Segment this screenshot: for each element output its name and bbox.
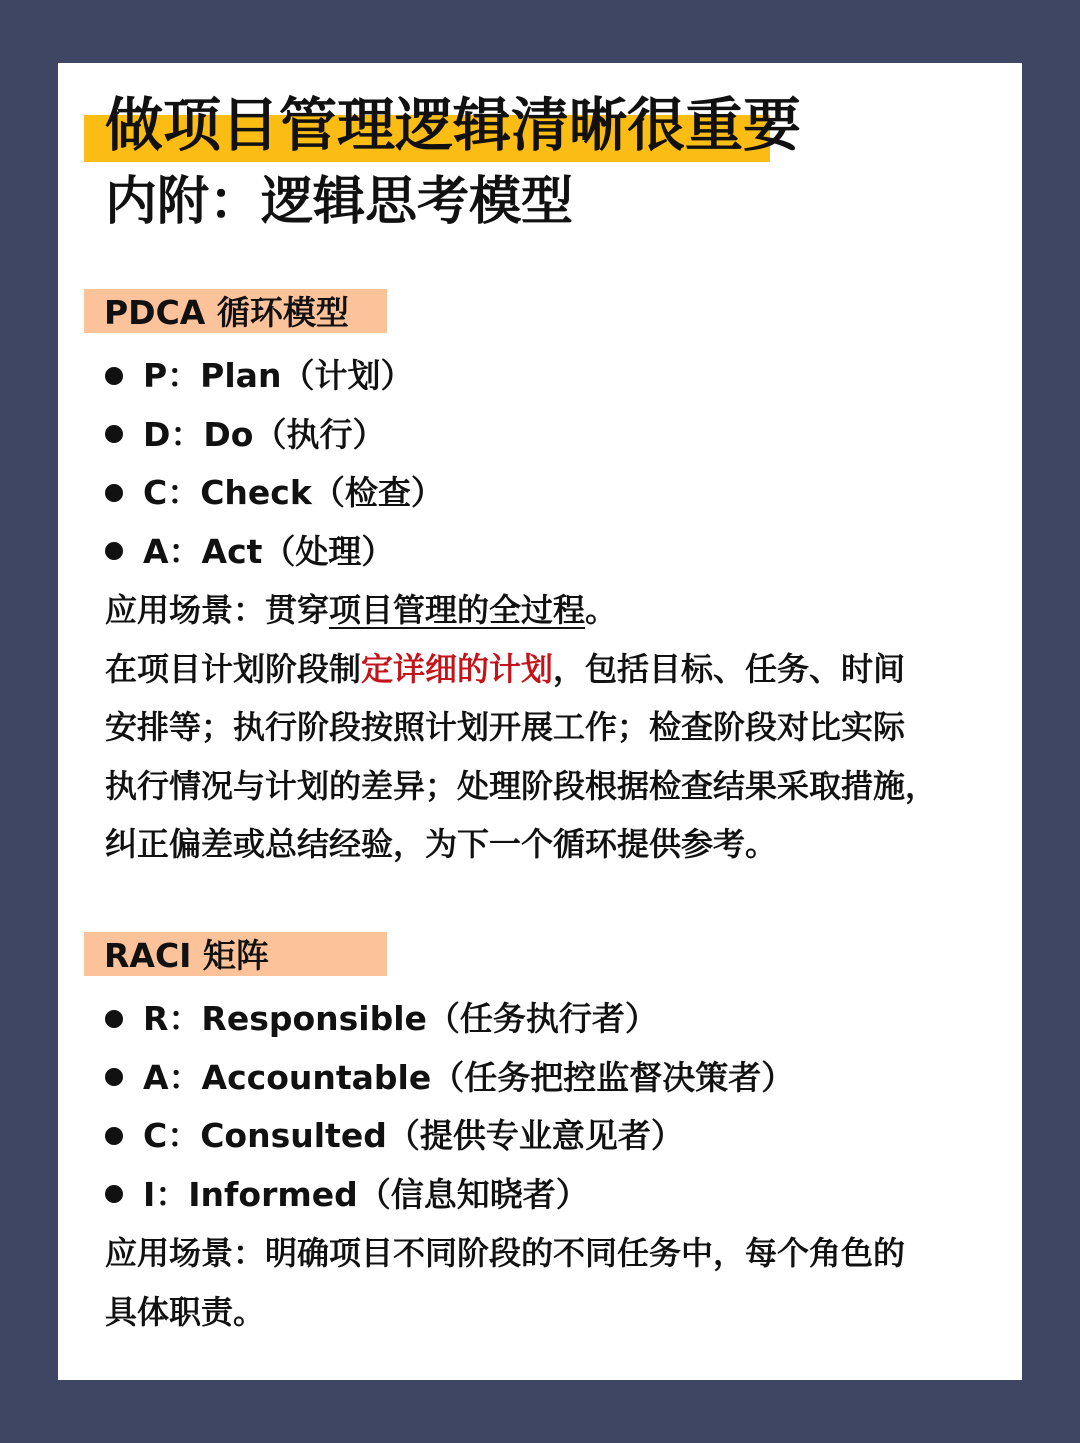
list-item-label: R：Responsible（任务执行者） (143, 999, 658, 1038)
list-item-label: A：Accountable（任务把控监督决策者） (143, 1057, 795, 1097)
list-item-label: D：Do（执行） (143, 414, 386, 454)
pdca-scene-underlined: 项目管理的全过程 (329, 591, 586, 629)
list-item (105, 523, 444, 582)
pdca-desc-line-3: 执行情况与计划的差异；处理阶段根据检查结果采取措施， (105, 766, 938, 805)
subtitle: 内附：逻辑思考模型 (105, 172, 574, 232)
pdca-scene-prefix: 应用场景：贯穿 (105, 591, 330, 629)
bullet-dot-icon (105, 1185, 123, 1203)
main-title: 做项目管理逻辑清晰很重要 (105, 91, 802, 159)
pdca-list (105, 347, 444, 581)
raci-section-header (84, 932, 387, 976)
pdca-desc-line-1 (105, 640, 1005, 699)
list-item-label: P：Plan（计划） (143, 356, 414, 395)
bullet-dot-icon (105, 367, 123, 385)
list-item (105, 1049, 794, 1108)
bullet-dot-icon (105, 1010, 123, 1028)
list-item (105, 406, 444, 465)
list-item (105, 347, 444, 406)
raci-description (105, 1224, 1005, 1341)
pdca-desc-1b: ，包括目标、任务、时间 (553, 649, 906, 688)
bullet-dot-icon (105, 1068, 123, 1086)
bullet-dot-icon (105, 484, 123, 502)
content-card (58, 63, 1022, 1380)
pdca-section-header (84, 289, 387, 333)
list-item-label: C：Consulted（提供专业意见者） (143, 1116, 684, 1155)
raci-header-label: RACI 矩阵 (104, 936, 269, 975)
list-item-label: I：Informed（信息知晓者） (143, 1174, 589, 1214)
pdca-scene-line (105, 581, 1005, 640)
raci-list (105, 990, 794, 1224)
bullet-dot-icon (105, 425, 123, 443)
raci-scene-line-2: 具体职责。 (105, 1292, 266, 1331)
pdca-desc-line-4: 纠正偏差或总结经验，为下一个循环提供参考。 (105, 825, 778, 863)
list-item (105, 1107, 794, 1166)
pdca-description (105, 581, 1005, 874)
pdca-scene-suffix: 。 (585, 591, 618, 629)
raci-scene-line-1: 应用场景：明确项目不同阶段的不同任务中，每个角色的 (105, 1234, 906, 1272)
list-item-label: C：Check（检查） (143, 473, 444, 512)
bullet-dot-icon (105, 542, 123, 560)
bullet-dot-icon (105, 1127, 123, 1145)
list-item-label: A：Act（处理） (143, 531, 395, 571)
list-item (105, 1166, 794, 1225)
pdca-header-label: PDCA 循环模型 (104, 293, 349, 332)
pdca-desc-emphasis: 定详细的计划 (361, 649, 554, 688)
pdca-desc-1a: 在项目计划阶段制 (105, 649, 362, 688)
pdca-desc-line-2: 安排等；执行阶段按照计划开展工作；检查阶段对比实际 (105, 708, 906, 746)
list-item (105, 990, 794, 1049)
list-item (105, 464, 444, 523)
